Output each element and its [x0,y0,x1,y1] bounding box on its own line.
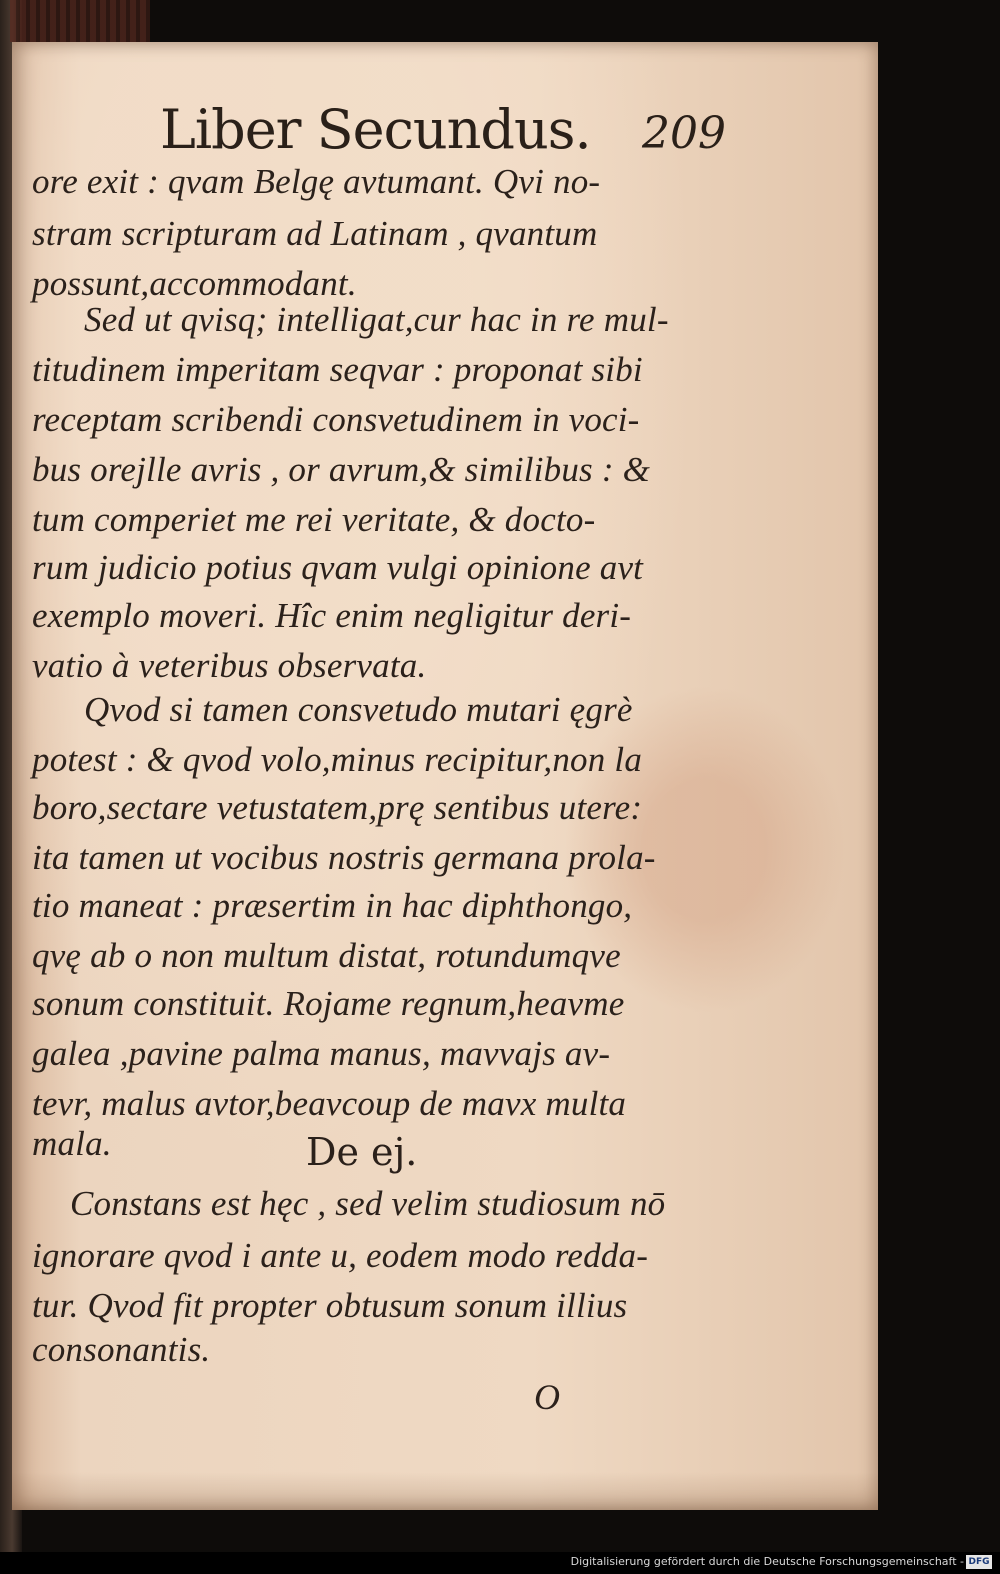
text-line: tum comperiet me rei veritate, & docto- [32,500,596,539]
text-line: potest : & qvod volo,minus recipitur,non la [32,740,643,779]
text-line: tevr, malus avtor,beavcoup de mavx multa [32,1084,627,1123]
text-line: receptam scribendi consvetudinem in voci- [32,400,640,439]
text-line: galea ,pavine palma manus, mavvajs av- [32,1034,611,1073]
text-line: titudinem imperitam seqvar : proponat sibi [32,350,643,389]
text-line: exemplo moveri. Hîc enim negligitur deri- [32,596,632,635]
book-page [12,42,878,1510]
text-line: Sed ut qvisq; intelligat,cur hac in re mul- [84,300,669,339]
text-line: ore exit : qvam Belgę avtumant. Qvi no- [32,162,601,201]
text-line: rum judicio potius qvam vulgi opinione avt [32,548,644,587]
text-line: ignorare qvod i ante u, eodem modo redda- [32,1236,649,1275]
dfg-logo: DFG [966,1555,992,1569]
text-line: boro,sectare vetustatem,prę sentibus utere: [32,788,643,827]
text-line: Qvod si tamen consvetudo mutari ęgrè [84,690,633,729]
text-line: tur. Qvod fit propter obtusum sonum illius [32,1286,628,1325]
text-line: stram scripturam ad Latinam , qvantum [32,214,598,253]
page-number: 209 [642,108,726,159]
text-line: possunt,accommodant. [32,264,357,303]
catchword: O [534,1377,560,1417]
text-line: Constans est hęc , sed velim studiosum nō [70,1184,666,1223]
digitization-credit: Digitalisierung gefördert durch die Deutsche Forschungsgemeinschaft - [570,1555,964,1568]
section-heading: De ej. [306,1130,418,1174]
text-line: bus orejlle avris , or avrum,& similibus : & [32,450,651,489]
text-line: tio maneat : præsertim in hac diphthongo, [32,886,633,925]
text-line: consonantis. [32,1330,211,1369]
page-top-edge [10,0,150,42]
text-line: sonum constituit. Rojame regnum,heavme [32,984,625,1023]
running-title: Liber Secundus. [160,98,591,161]
text-line: qvę ab o non multum distat, rotundumqve [32,936,621,975]
text-line: mala. [32,1124,112,1163]
text-line: vatio à veteribus observata. [32,646,427,685]
text-line: ita tamen ut vocibus nostris germana prola- [32,838,656,877]
